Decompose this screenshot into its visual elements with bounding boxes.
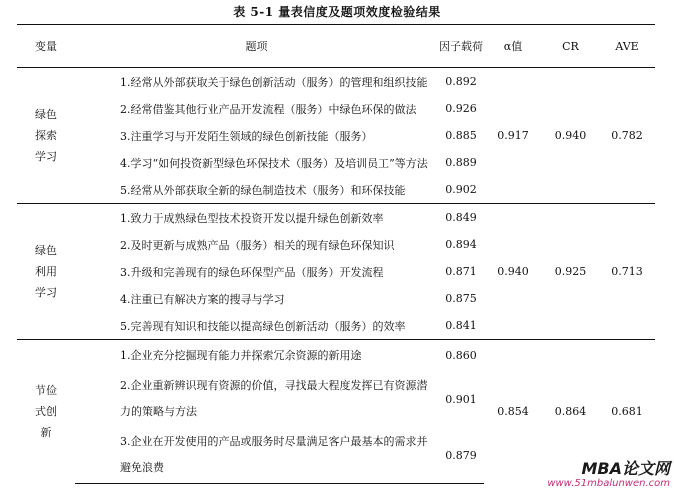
variable-cell (17, 204, 75, 340)
factor-loading: 0.901 (445, 392, 477, 406)
item-text-line: 1.企业充分挖掘现有能力并探索冗余资源的新用途 (120, 348, 362, 362)
item-text-line: 力的策略与方法 (120, 405, 197, 418)
variable-line: 绿色 (35, 108, 57, 121)
item-text-line: 避免浪费 (120, 461, 164, 474)
item-text (75, 371, 438, 427)
alpha-value: 0.854 (484, 340, 542, 484)
factor-loading: 0.849 (438, 204, 484, 232)
reliability-validity-table (17, 24, 655, 484)
factor-loading: 0.892 (438, 68, 484, 96)
variable-cell (17, 68, 75, 204)
watermark (547, 460, 670, 490)
header-loading: 因子载荷 (438, 25, 484, 68)
ave-value: 0.681 (599, 340, 655, 484)
item-text: 5.经常从外部获取全新的绿色制造技术（服务）和环保技能 (120, 183, 406, 197)
table-row (17, 340, 655, 372)
cr-value: 0.864 (542, 340, 599, 484)
factor-loading: 0.894 (445, 238, 477, 251)
factor-loading: 0.871 (445, 265, 477, 278)
factor-loading: 0.902 (445, 183, 477, 196)
item-text: 3.注重学习与开发陌生领域的绿色创新技能（服务） (120, 129, 373, 143)
factor-loading: 0.926 (445, 102, 477, 115)
header-ave: AVE (599, 25, 655, 68)
header-item: 题项 (75, 25, 438, 68)
ave-value: 0.782 (599, 68, 655, 204)
factor-loading: 0.860 (438, 340, 484, 372)
variable-line: 探索 (35, 129, 57, 142)
item-text (75, 427, 438, 484)
variable-line: 式创 (35, 405, 57, 419)
watermark-name: MBA论文网 (581, 459, 670, 478)
variable-line: 新 (40, 426, 52, 440)
factor-loading: 0.875 (445, 292, 477, 305)
item-text: 2.及时更新与成熟产品（服务）相关的现有绿色环保知识 (120, 238, 395, 252)
header-cr: CR (542, 25, 599, 68)
factor-loading: 0.885 (445, 129, 477, 142)
table-row (17, 68, 655, 96)
cr-value: 0.940 (542, 68, 599, 204)
variable-line: 利用 (35, 265, 57, 278)
watermark-url: www.51mbalunwen.com (547, 478, 670, 489)
variable-line: 学习 (35, 286, 57, 299)
factor-loading: 0.879 (438, 427, 484, 484)
table-row (17, 204, 655, 232)
item-text: 5.完善现有知识和技能以提高绿色创新活动（服务）的效率 (120, 319, 406, 333)
variable-line: 学习 (35, 150, 57, 163)
item-text: 1.致力于成熟绿色型技术投资开发以提升绿色创新效率 (75, 204, 438, 232)
header-row (17, 25, 655, 68)
item-text: 3.升级和完善现有的绿色环保型产品（服务）开发流程 (120, 265, 384, 279)
header-alpha: α值 (484, 25, 542, 68)
item-text: 1.经常从外部获取关于绿色创新活动（服务）的管理和组织技能 (75, 68, 438, 96)
variable-line: 节俭 (35, 384, 57, 398)
cr-value: 0.925 (542, 204, 599, 340)
alpha-value: 0.940 (484, 204, 542, 340)
item-text (75, 340, 438, 372)
item-text: 4.注重已有解决方案的搜寻与学习 (120, 292, 285, 306)
item-text-line: 2.企业重新辨识现有资源的价值，寻找最大程度发挥已有资源潜 (120, 379, 428, 392)
ave-value: 0.713 (599, 204, 655, 340)
variable-line: 绿色 (35, 244, 57, 257)
item-text: 2.经常借鉴其他行业产品开发流程（服务）中绿色环保的做法 (120, 102, 417, 116)
variable-cell (17, 340, 75, 484)
alpha-value: 0.917 (484, 68, 542, 204)
factor-loading: 0.841 (445, 319, 477, 332)
item-text: 4.学习“如何投资新型绿色环保技术（服务）及培训员工”等方法 (120, 156, 428, 170)
table-title: 表 5-1 量表信度及题项效度检验结果 (233, 5, 441, 19)
item-text-line: 3.企业在开发使用的产品或服务时尽量满足客户最基本的需求并 (120, 435, 428, 448)
group-green-exploitative-learning (17, 204, 655, 340)
group-green-exploratory-learning (17, 68, 655, 204)
factor-loading: 0.889 (445, 156, 477, 169)
header-variable: 变量 (17, 25, 75, 68)
